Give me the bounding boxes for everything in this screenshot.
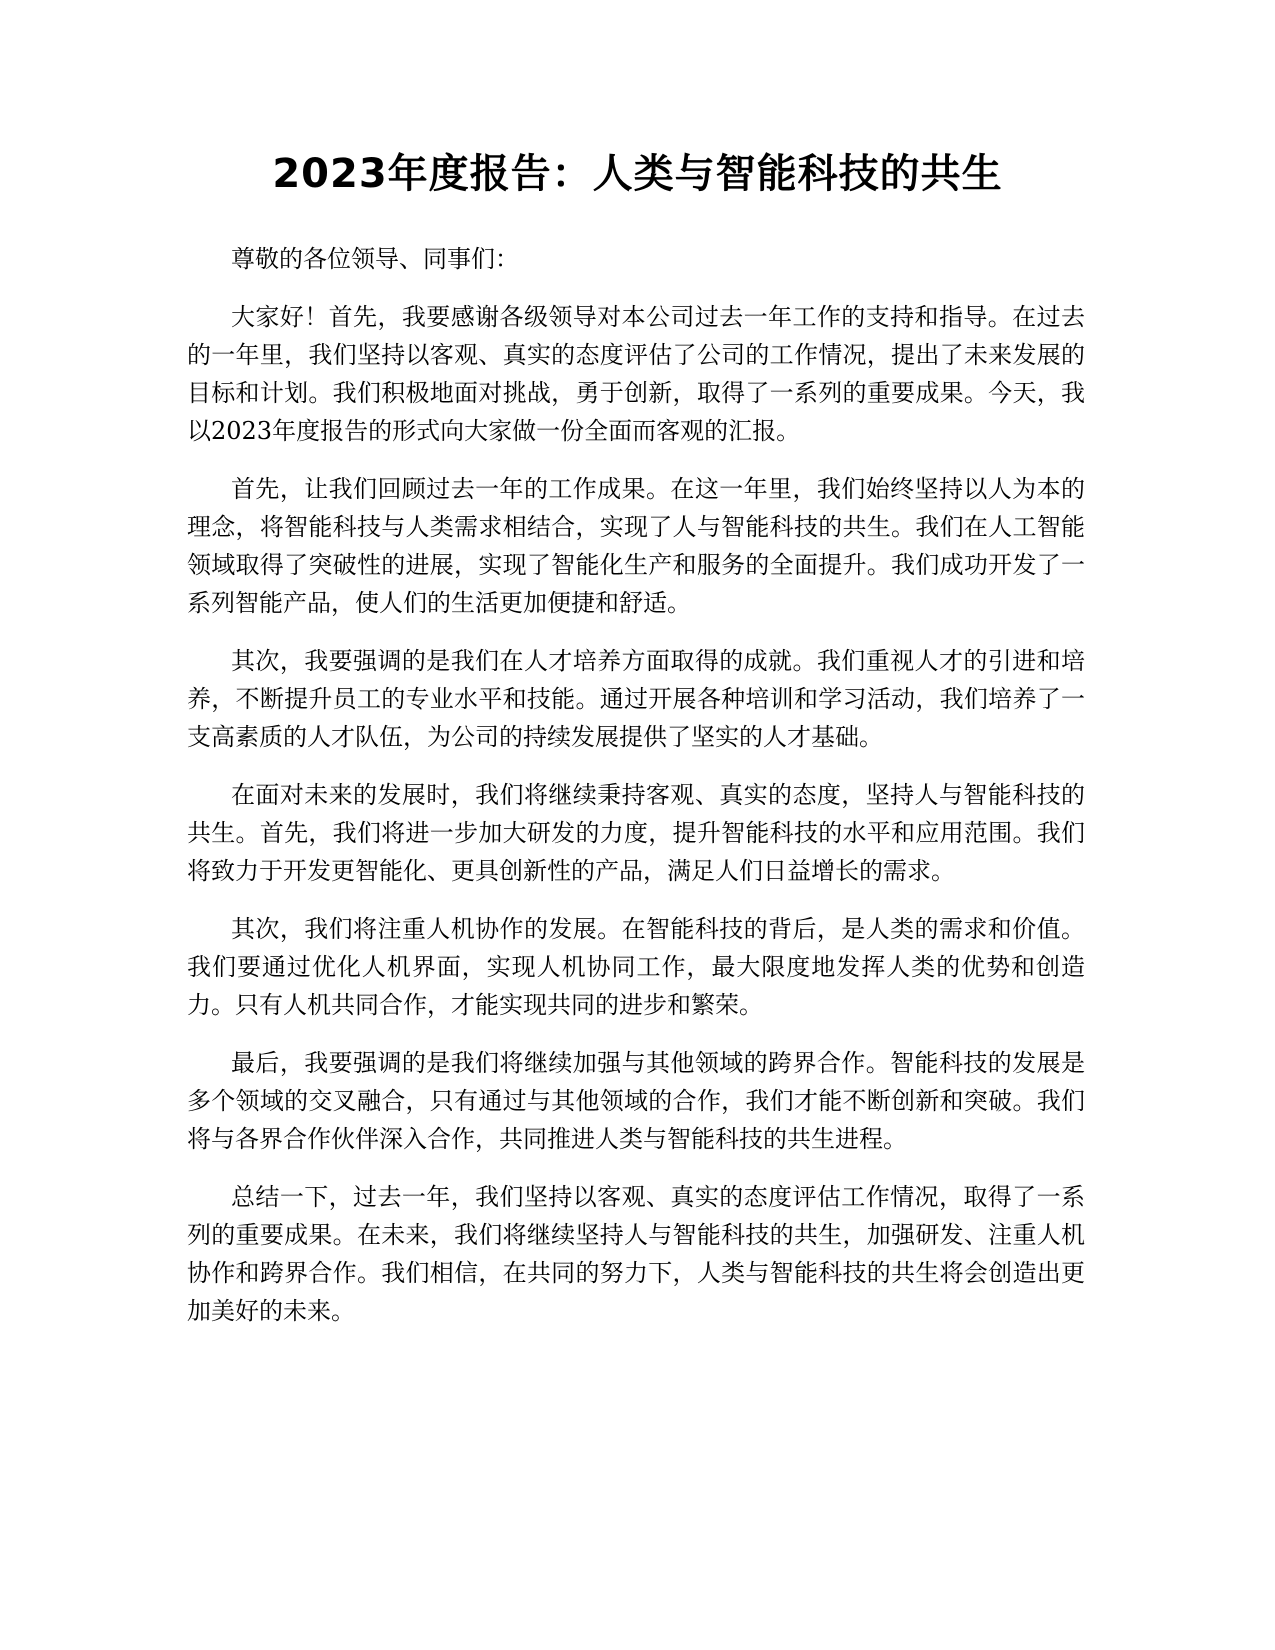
body-paragraph: 其次，我们将注重人机协作的发展。在智能科技的背后，是人类的需求和价值。我们要通过优化人机界面，实现人机协同工作，最大限度地发挥人类的优势和创造力。只有人机共同合作，才能实现共同的进步和繁荣。 <box>187 915 1085 1019</box>
body-paragraph: 最后，我要强调的是我们将继续加强与其他领域的跨界合作。智能科技的发展是多个领域的交叉融合，只有通过与其他领域的合作，我们才能不断创新和突破。我们将与各界合作伙伴深入合作，共同推进人类与智能科技的共生进程。 <box>187 1049 1085 1153</box>
salutation-paragraph: 尊敬的各位领导、同事们： <box>231 245 519 273</box>
closing-paragraph: 总结一下，过去一年，我们坚持以客观、真实的态度评估工作情况，取得了一系列的重要成果。在未来，我们将继续坚持人与智能科技的共生，加强研发、注重人机协作和跨界合作。我们相信，在共同的努力下，人类与智能科技的共生将会创造出更加美好的未来。 <box>187 1183 1085 1325</box>
document-title: 2023年度报告：人类与智能科技的共生 <box>272 151 1003 197</box>
body-paragraph: 其次，我要强调的是我们在人才培养方面取得的成就。我们重视人才的引进和培养，不断提升员工的专业水平和技能。通过开展各种培训和学习活动，我们培养了一支高素质的人才队伍，为公司的持续发展提供了坚实的人才基础。 <box>187 647 1085 751</box>
document-body <box>187 240 1085 1350</box>
body-paragraph: 首先，让我们回顾过去一年的工作成果。在这一年里，我们始终坚持以人为本的理念，将智能科技与人类需求相结合，实现了人与智能科技的共生。我们在人工智能领域取得了突破性的进展，实现了智能化生产和服务的全面提升。我们成功开发了一系列智能产品，使人们的生活更加便捷和舒适。 <box>187 475 1085 617</box>
body-paragraph: 大家好！首先，我要感谢各级领导对本公司过去一年工作的支持和指导。在过去的一年里，我们坚持以客观、真实的态度评估了公司的工作情况，提出了未来发展的目标和计划。我们积极地面对挑战，勇于创新，取得了一系列的重要成果。今天，我以2023年度报告的形式向大家做一份全面而客观的汇报。 <box>187 303 1085 445</box>
body-paragraph: 在面对未来的发展时，我们将继续秉持客观、真实的态度，坚持人与智能科技的共生。首先，我们将进一步加大研发的力度，提升智能科技的水平和应用范围。我们将致力于开发更智能化、更具创新性的产品，满足人们日益增长的需求。 <box>187 781 1085 885</box>
